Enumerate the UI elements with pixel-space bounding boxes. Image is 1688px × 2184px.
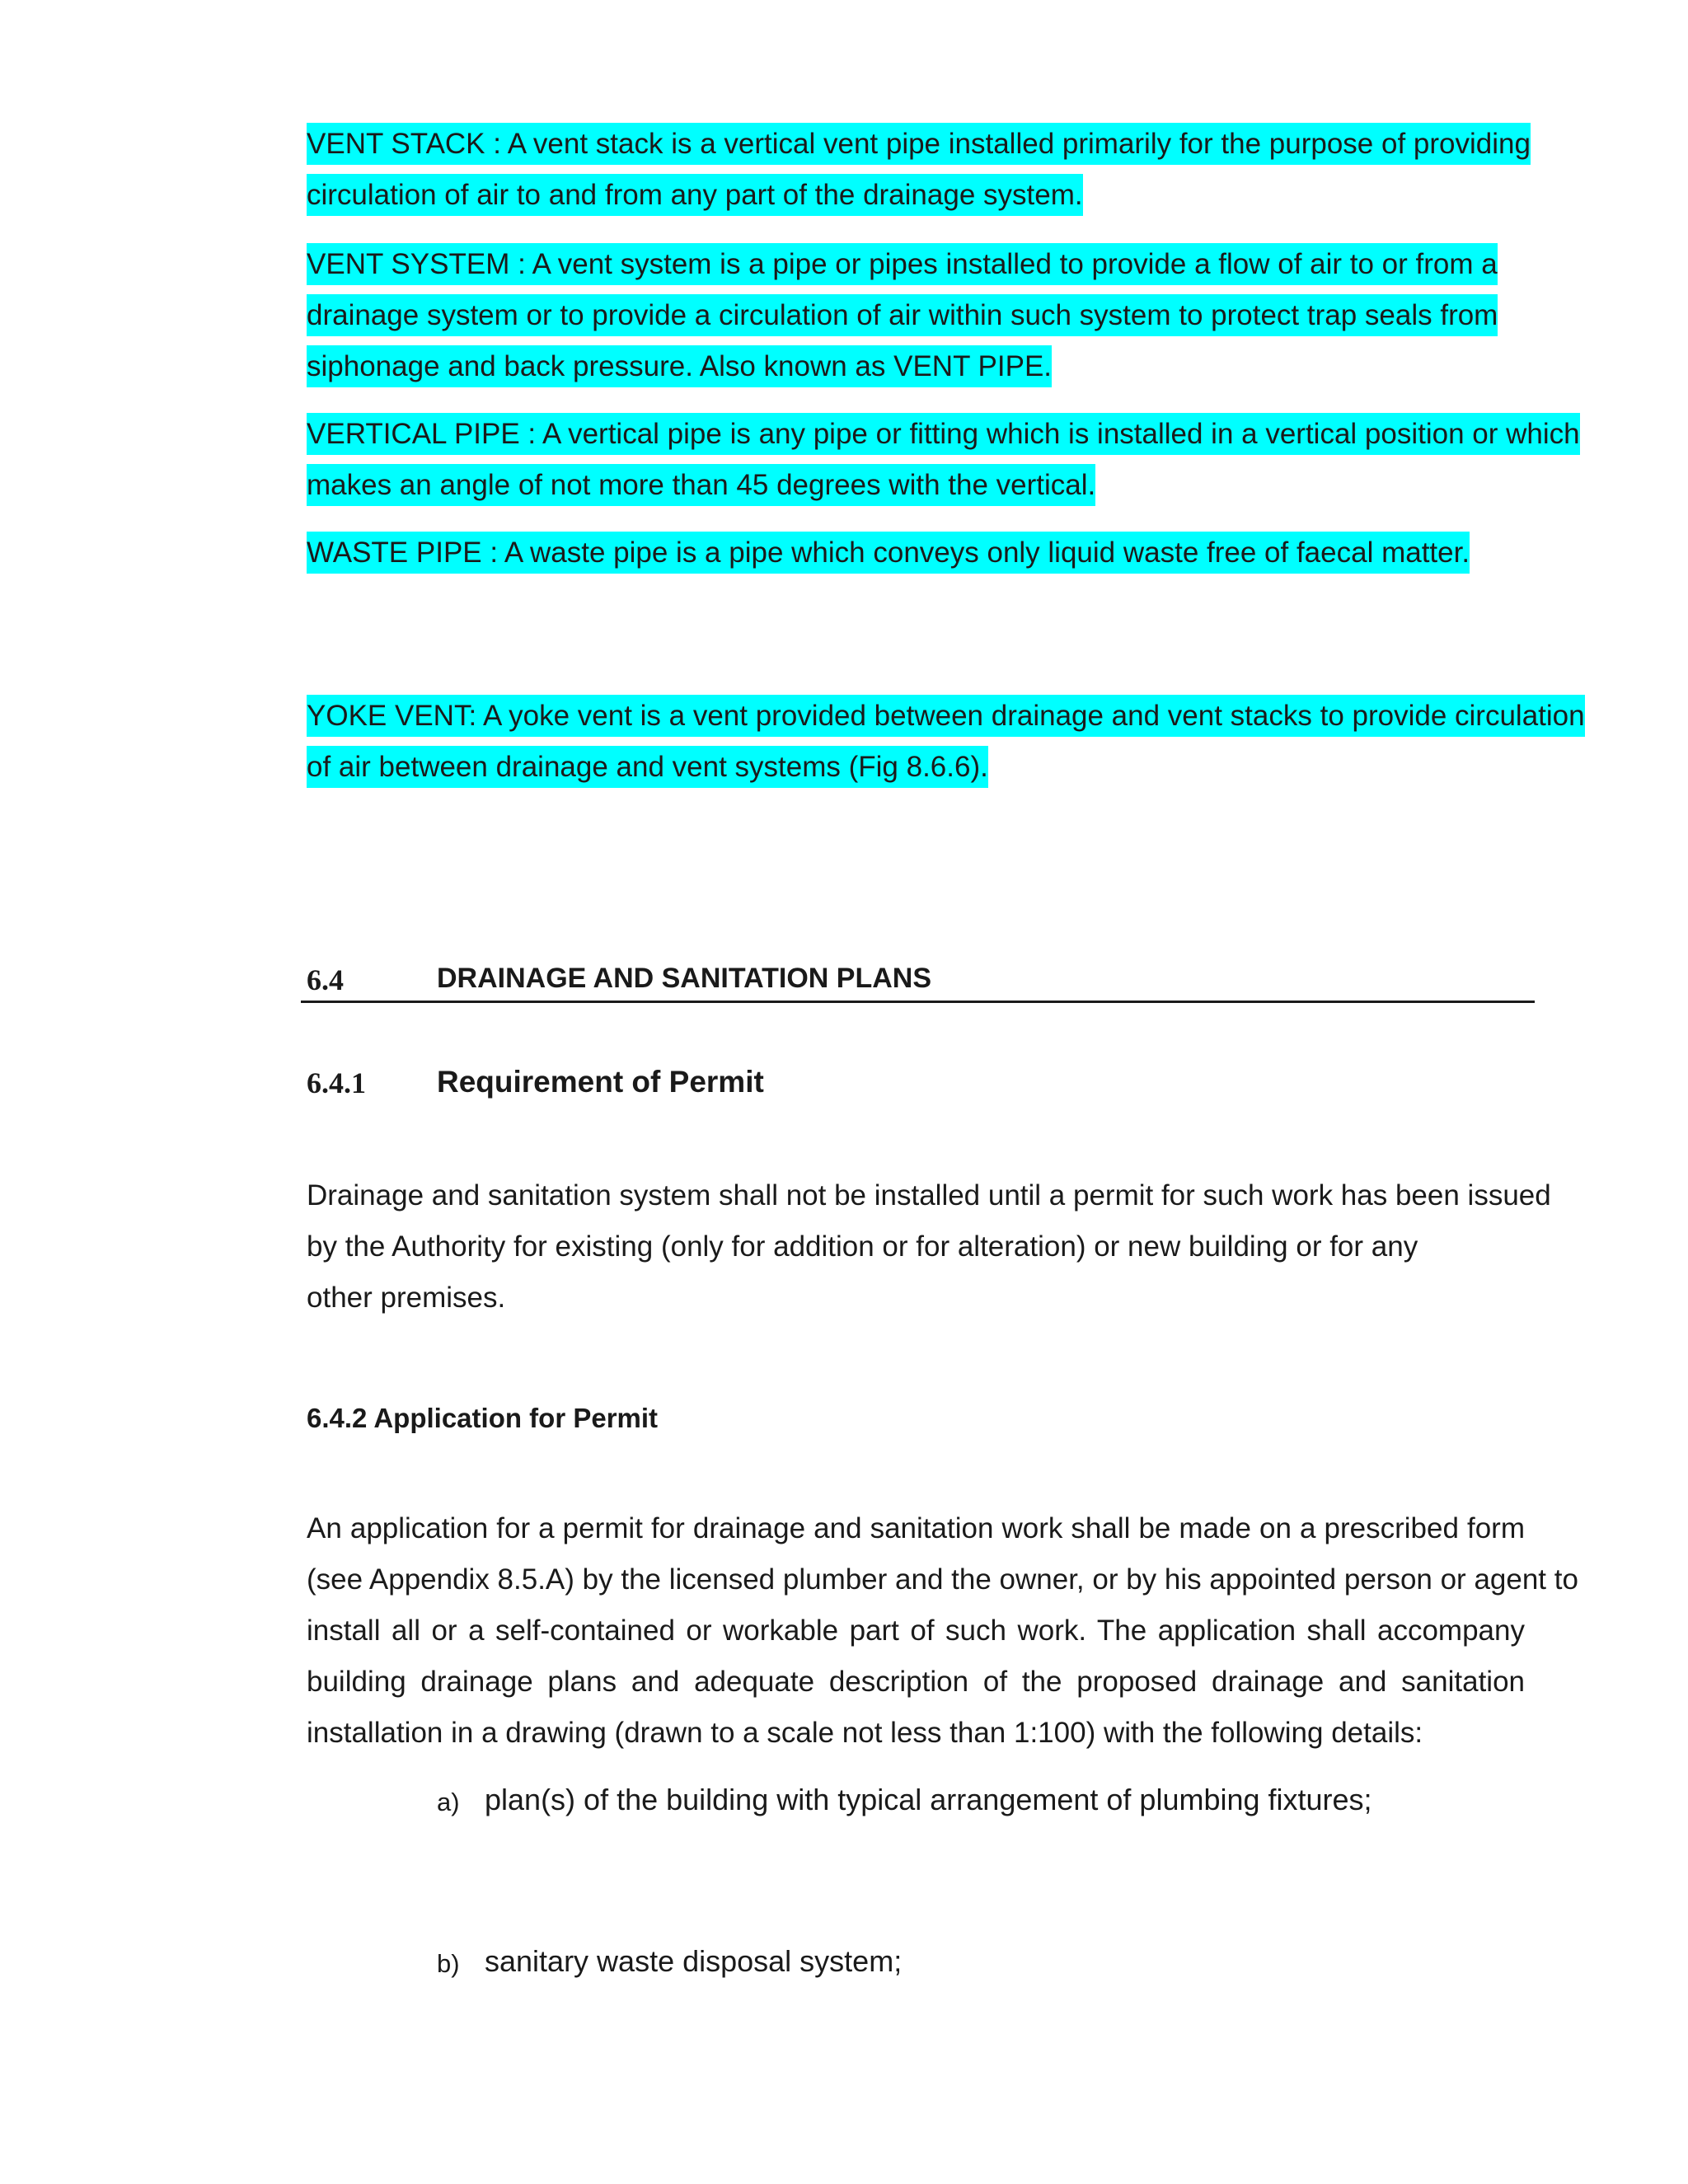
vertical-pipe-line-2: makes an angle of not more than 45 degrees with the vertical. xyxy=(307,462,1095,509)
vent-system-line-1: VENT SYSTEM : A vent system is a pipe or pipes installed to provide a flow of air to or from a xyxy=(307,241,1498,288)
yoke-vent-line-1: YOKE VENT: A yoke vent is a vent provided between drainage and vent stacks to provide circulation xyxy=(307,692,1585,740)
vertical-pipe-line-1: VERTICAL PIPE : A vertical pipe is any pipe or fitting which is installed in a vertical position or which xyxy=(307,410,1580,458)
permit-paragraph-line-2: by the Authority for existing (only for addition or for alteration) or new building or for any xyxy=(307,1230,1418,1263)
section-divider xyxy=(301,1001,1535,1003)
application-paragraph-line-4: building drainage plans and adequate description of the proposed drainage and sanitation xyxy=(307,1666,1525,1698)
list-item-a-text: plan(s) of the building with typical arrangement of plumbing fixtures; xyxy=(485,1783,1372,1816)
section-6-4-1-number: 6.4.1 xyxy=(307,1066,366,1099)
section-6-4-2-title: 6.4.2 Application for Permit xyxy=(307,1403,659,1433)
permit-paragraph-line-3: other premises. xyxy=(307,1282,506,1314)
section-6-4-number: 6.4 xyxy=(307,963,344,996)
waste-pipe-line-1: WASTE PIPE : A waste pipe is a pipe which conveys only liquid waste free of faecal matter. xyxy=(307,529,1470,577)
yoke-vent-line-2: of air between drainage and vent systems (Fig 8.6.6). xyxy=(307,743,988,791)
application-paragraph-line-5: installation in a drawing (drawn to a scale not less than 1:100) with the following details: xyxy=(307,1717,1423,1749)
permit-paragraph-line-1: Drainage and sanitation system shall not be installed until a permit for such work has been issued xyxy=(307,1179,1551,1212)
vent-stack-line-1: VENT STACK : A vent stack is a vertical vent pipe installed primarily for the purpose of providing xyxy=(307,120,1531,168)
section-6-4-1-title: Requirement of Permit xyxy=(437,1065,764,1099)
vent-system-line-2: drainage system or to provide a circulation of air within such system to protect trap seals from xyxy=(307,292,1498,340)
application-paragraph-line-2: (see Appendix 8.5.A) by the licensed plumber and the owner, or by his appointed person or agent to xyxy=(307,1563,1578,1596)
application-paragraph-line-3: install all or a self-contained or workable part of such work. The application shall accompany xyxy=(307,1615,1525,1647)
list-item-a-marker: a) xyxy=(437,1788,460,1816)
list-item-b-text: sanitary waste disposal system; xyxy=(485,1944,903,1978)
vent-system-line-3: siphonage and back pressure. Also known as VENT PIPE. xyxy=(307,343,1052,391)
vent-stack-line-2: circulation of air to and from any part of the drainage system. xyxy=(307,171,1083,219)
application-paragraph-line-1: An application for a permit for drainage and sanitation work shall be made on a prescribed form xyxy=(307,1512,1525,1544)
list-item-b-marker: b) xyxy=(437,1949,460,1978)
section-6-4-title: DRAINAGE AND SANITATION PLANS xyxy=(437,963,932,994)
